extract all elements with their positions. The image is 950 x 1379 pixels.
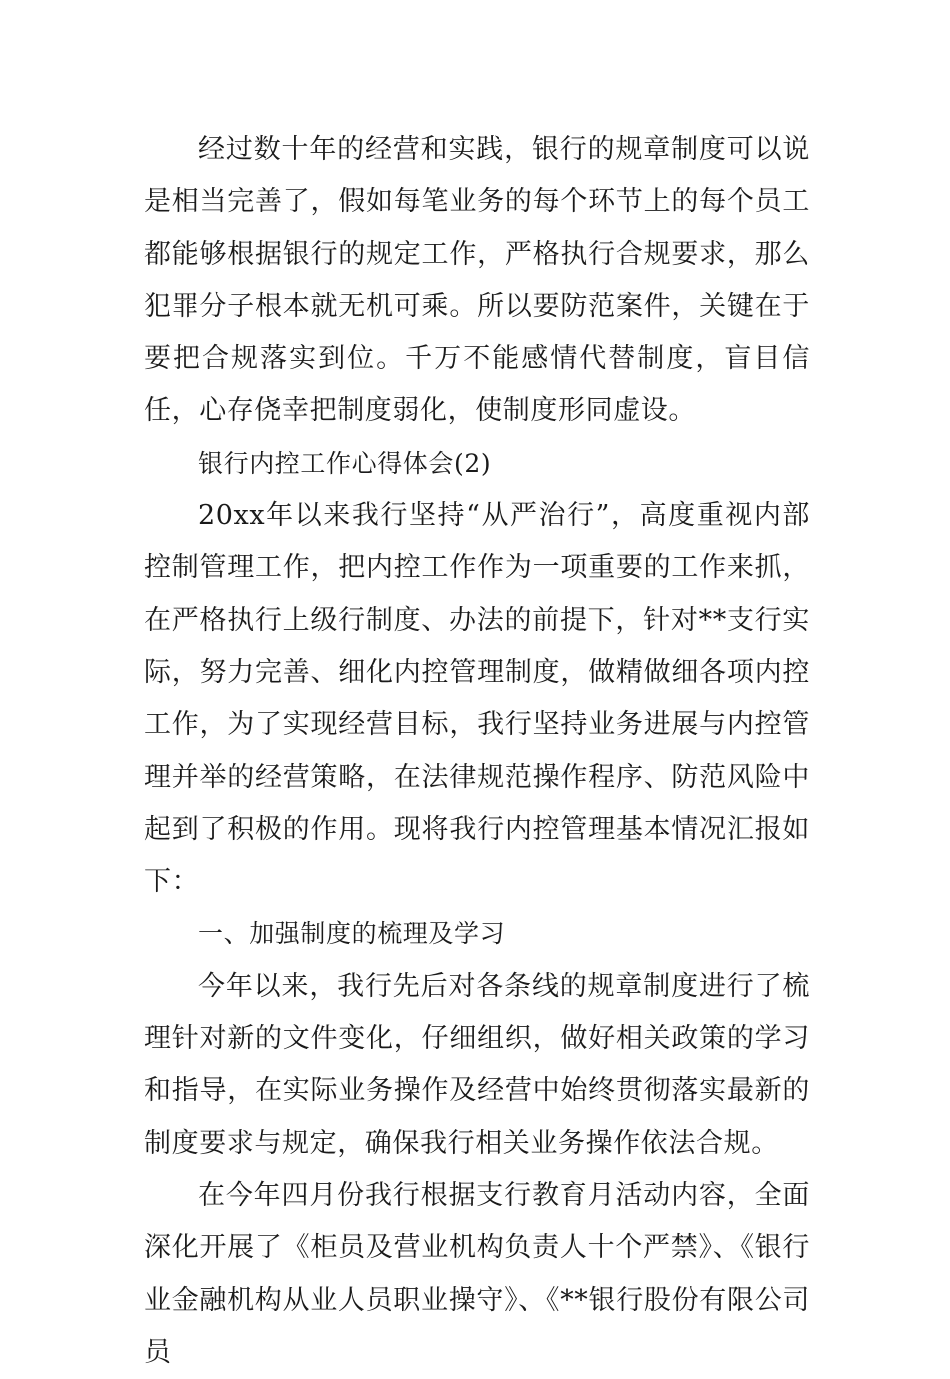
document-body bbox=[144, 124, 810, 1379]
subsection-heading-1: 一、加强制度的梳理及学习 bbox=[198, 919, 506, 949]
body-paragraph-1: 经过数十年的经营和实践，银行的规章制度可以说是相当完善了，假如每笔业务的每个环节上的每个员工都能够根据银行的规定工作，严格执行合规要求，那么犯罪分子根本就无机可乘。所以要防范案件，关键在于要把合规落实到位。千万不能感情代替制度，盲目信任，心存侥幸把制度弱化，使制度形同虚设。 bbox=[144, 134, 810, 427]
section-title-2: 银行内控工作心得体会(2) bbox=[198, 448, 492, 478]
body-paragraph-3: 今年以来，我行先后对各条线的规章制度进行了梳理针对新的文件变化，仔细组织，做好相关政策的学习和指导，在实际业务操作及经营中始终贯彻落实最新的制度要求与规定，确保我行相关业务操作依法合规。 bbox=[144, 970, 810, 1159]
body-paragraph-4: 在今年四月份我行根据支行教育月活动内容，全面深化开展了《柜员及营业机构负责人十个严禁》、《银行业金融机构从业人员职业操守》、《**银行股份有限公司员 bbox=[144, 1179, 810, 1368]
body-paragraph-2: 20xx年以来我行坚持“从严治行”，高度重视内部控制管理工作，把内控工作作为一项重要的工作来抓，在严格执行上级行制度、办法的前提下，针对**支行实际，努力完善、细化内控管理制度，做精做细各项内控工作，为了实现经营目标，我行坚持业务进展与内控管理并举的经营策略，在法律规范操作程序、防范风险中起到了积极的作用。现将我行内控管理基本情况汇报如下： bbox=[144, 500, 810, 898]
